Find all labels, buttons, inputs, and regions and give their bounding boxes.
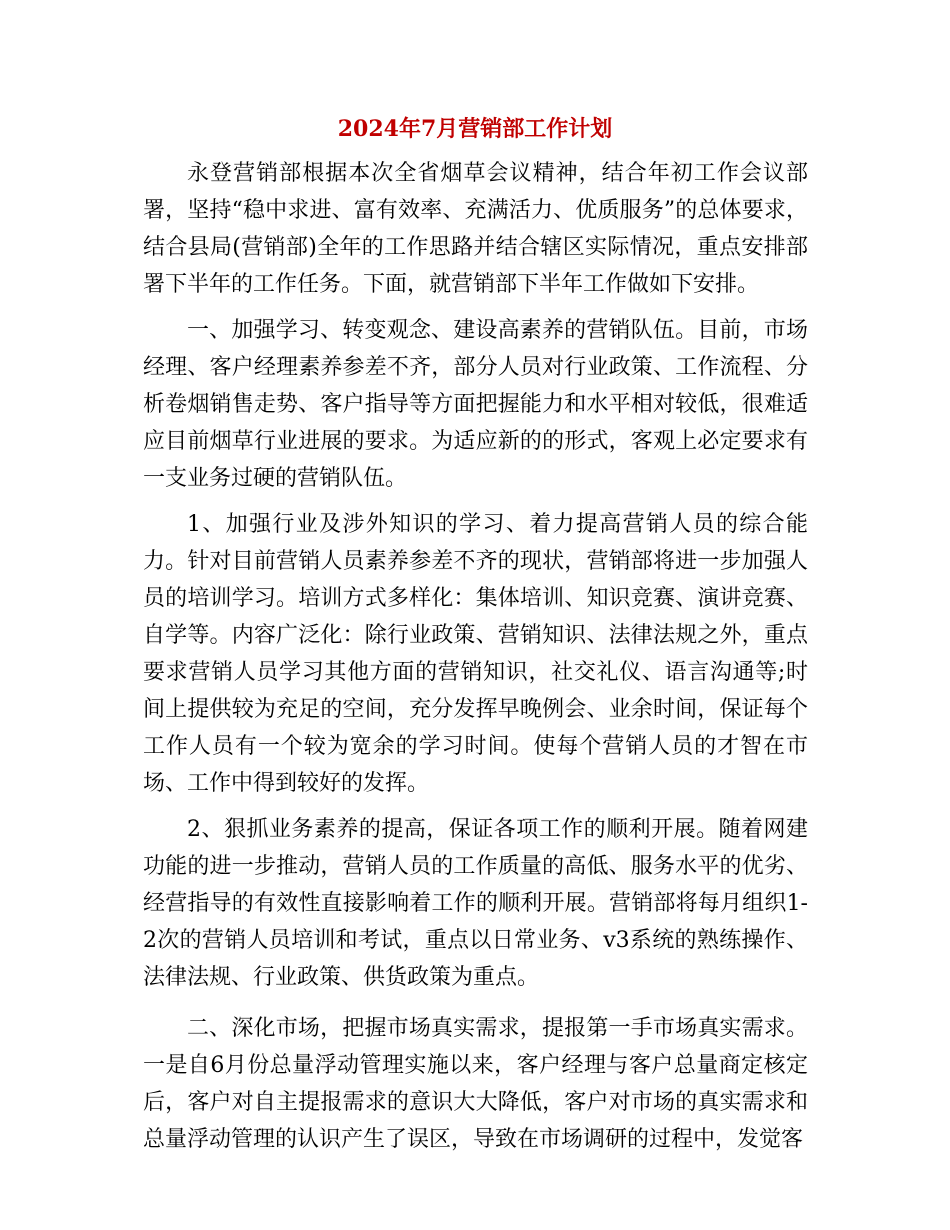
document-body xyxy=(143,155,808,1158)
paragraph-item-1: 1、加强行业及涉外知识的学习、着力提高营销人员的综合能力。针对目前营销人员素养参差不齐的现状，营销部将进一步加强人员的培训学习。培训方式多样化：集体培训、知识竞赛、演讲竞赛、自学等。内容广泛化：除行业政策、营销知识、法律法规之外，重点要求营销人员学习其他方面的营销知识，社交礼仪、语言沟通等;时间上提供较为充足的空间，充分发挥早晚例会、业余时间，保证每个工作人员有一个较为宽余的学习时间。使每个营销人员的才智在市场、工作中得到较好的发挥。 xyxy=(143,512,808,796)
paragraph-section-1: 一、加强学习、转变观念、建设高素养的营销队伍。目前，市场经理、客户经理素养参差不齐，部分人员对行业政策、工作流程、分析卷烟销售走势、客户指导等方面把握能力和水平相对较低，很难适应目前烟草行业进展的要求。为适应新的的形式，客观上必定要求有一支业务过硬的营销队伍。 xyxy=(143,318,808,491)
paragraph-intro: 永登营销部根据本次全省烟草会议精神，结合年初工作会议部署，坚持“稳中求进、富有效率、充满活力、优质服务”的总体要求，结合县局(营销部)全年的工作思路并结合辖区实际情况，重点安排部署下半年的工作任务。下面，就营销部下半年工作做如下安排。 xyxy=(143,161,808,297)
paragraph-item-2: 2、狠抓业务素养的提高，保证各项工作的顺利开展。随着网建功能的进一步推动，营销人员的工作质量的高低、服务水平的优劣、经营指导的有效性直接影响着工作的顺利开展。营销部将每月组织1-2次的营销人员培训和考试，重点以日常业务、v3系统的熟练操作、法律法规、行业政策、供货政策为重点。 xyxy=(143,817,808,990)
paragraph-section-2: 二、深化市场，把握市场真实需求，提报第一手市场真实需求。一是自6月份总量浮动管理实施以来，客户经理与客户总量商定核定后，客户对自主提报需求的意识大大降低，客户对市场的真实需求和总量浮动管理的认识产生了误区，导致在市场调研的过程中，发觉客 xyxy=(143,1016,808,1152)
document-title: 2024年7月营销部工作计划 xyxy=(337,116,613,142)
